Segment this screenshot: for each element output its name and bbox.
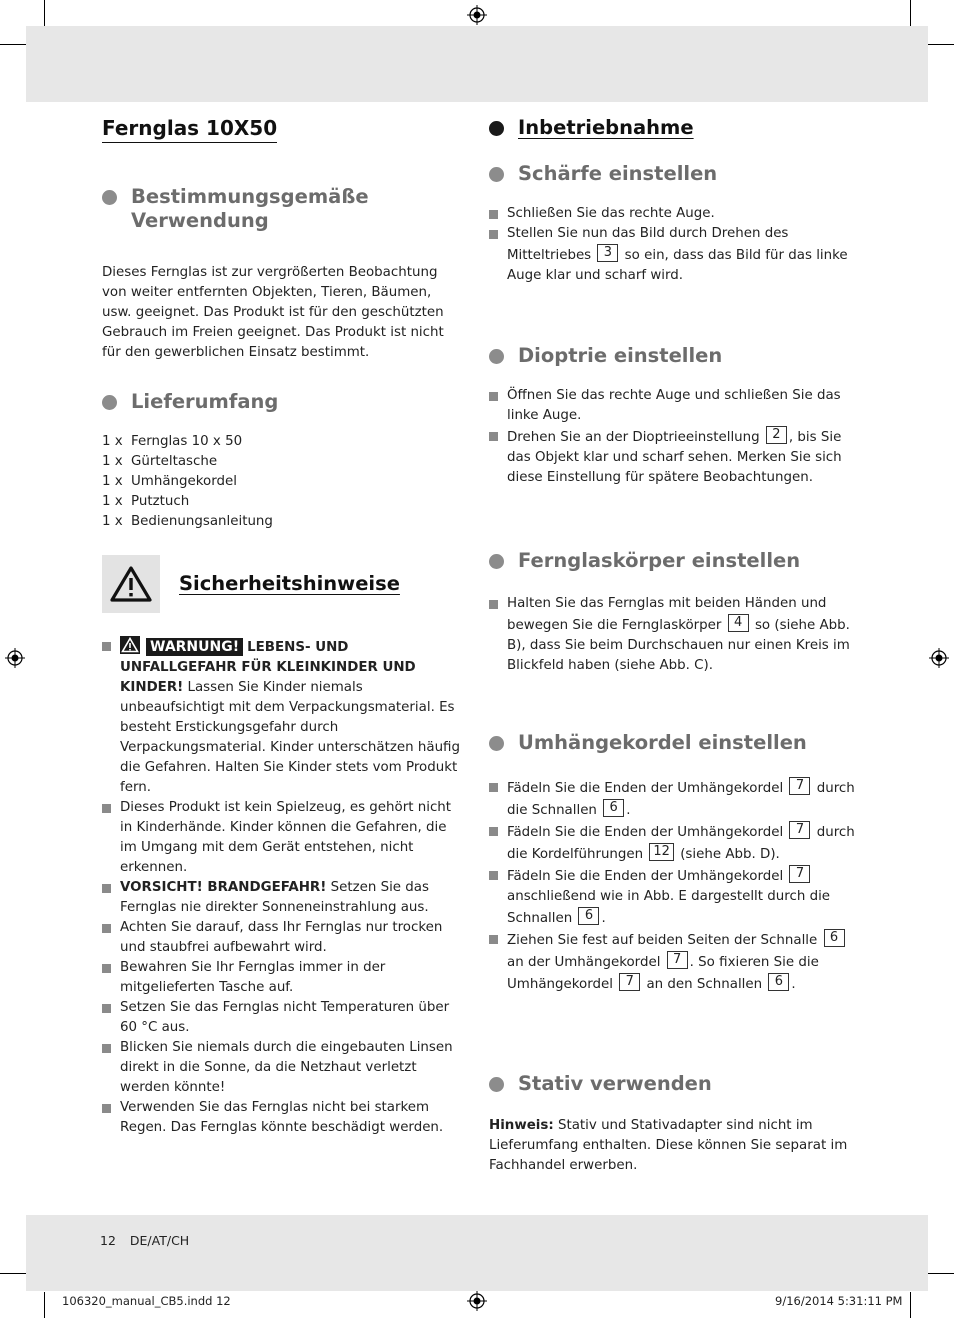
section-tripod	[489, 1072, 861, 1176]
safety-heading: Sicherheitshinweise	[179, 572, 400, 595]
scope-name: Fernglas 10 x 50	[131, 434, 243, 449]
part-number-ref: 7	[667, 951, 688, 969]
scope-quantity: 1 x	[102, 494, 123, 509]
part-number-ref: 4	[728, 614, 749, 632]
sharpness-list	[489, 204, 861, 286]
crop-mark	[0, 1273, 26, 1274]
note-text: Stativ und Stativadapter sind nicht im Lieferumfang enthalten. Diese können Sie separat im Fachhandel erwerben.	[489, 1118, 848, 1173]
safety-item: Achten Sie darauf, dass Ihr Fernglas nur trocken und staubfrei aufbewahrt wird.	[102, 918, 460, 958]
bullet-dot-icon	[489, 736, 504, 751]
section-startup	[489, 116, 861, 140]
section-diopter	[489, 344, 861, 488]
scope-name: Bedienungsanleitung	[131, 514, 273, 529]
bullet-dot-icon	[102, 395, 117, 410]
list-item: Öffnen Sie das rechte Auge und schließen Sie das linke Auge.	[489, 386, 861, 426]
list-item: Schließen Sie das rechte Auge.	[489, 204, 861, 224]
bullet-dot-icon	[489, 167, 504, 182]
crop-mark	[0, 44, 26, 45]
crop-mark	[928, 44, 954, 45]
header-band	[26, 26, 928, 102]
section-scope-of-delivery	[102, 390, 460, 532]
scope-name: Umhängekordel	[131, 474, 237, 489]
part-number-ref: 6	[578, 907, 599, 925]
list-item: Fädeln Sie die Enden der Umhängekordel 7 anschließend wie in Abb. E dargestellt durch die Schnallen 6 .	[489, 865, 861, 929]
list-item: Drehen Sie an der Dioptrieeinstellung 2 , bis Sie das Objekt klar und scharf sehen. Merken Sie sich diese Einstellung für spätere Beobachtungen.	[489, 426, 861, 488]
note-label: Hinweis:	[489, 1118, 554, 1133]
crop-mark	[928, 1273, 954, 1274]
scope-name: Gürteltasche	[131, 454, 218, 469]
body-list	[489, 594, 861, 676]
list-item: Fädeln Sie die Enden der Umhängekordel 7 durch die Schnallen 6 .	[489, 777, 861, 821]
safety-item: Verwenden Sie das Fernglas nicht bei starkem Regen. Das Fernglas könnte beschädigt werden.	[102, 1098, 460, 1138]
part-number-ref: 3	[597, 244, 618, 262]
safety-list	[102, 636, 460, 1138]
page-number: 12	[100, 1233, 116, 1248]
part-number-ref: 7	[789, 777, 810, 795]
scope-item	[102, 452, 460, 472]
part-number-ref: 7	[789, 821, 810, 839]
registration-mark-icon	[5, 648, 25, 668]
safety-item: Blicken Sie niemals durch die eingebauten Linsen direkt in die Sonne, da die Netzhaut verletzt werden könnte!	[102, 1038, 460, 1098]
section-heading: Inbetriebnahme	[518, 116, 694, 139]
warning-triangle-icon	[120, 636, 140, 654]
section-heading: Stativ verwenden	[518, 1072, 712, 1095]
section-heading: Umhängekordel einstellen	[518, 731, 807, 754]
scope-item	[102, 492, 460, 512]
warning-sign-box	[102, 555, 160, 613]
diopter-list	[489, 386, 861, 488]
crop-mark	[44, 0, 45, 26]
scope-item	[102, 472, 460, 492]
crop-mark	[44, 1292, 45, 1318]
strap-list	[489, 777, 861, 995]
section-heading: Dioptrie einstellen	[518, 344, 723, 367]
page-footer	[100, 1233, 189, 1248]
bullet-dot-icon	[489, 554, 504, 569]
scope-quantity: 1 x	[102, 434, 123, 449]
part-number-ref: 6	[768, 973, 789, 991]
bullet-dot-icon	[102, 190, 117, 205]
locale-label: DE/AT/CH	[129, 1233, 190, 1248]
section-strap	[489, 731, 861, 995]
warning-triangle-icon	[109, 565, 153, 603]
part-number-ref: 7	[789, 865, 810, 883]
registration-mark-icon	[929, 648, 949, 668]
part-number-ref: 6	[824, 929, 845, 947]
safety-item-emphasis: VORSICHT! BRANDGEFAHR!	[120, 880, 327, 895]
scope-quantity: 1 x	[102, 474, 123, 489]
registration-mark-icon	[467, 1291, 487, 1311]
section-sharpness	[489, 162, 861, 286]
part-number-ref: 12	[649, 843, 674, 861]
section-heading: Fernglaskörper einstellen	[518, 549, 801, 572]
scope-quantity: 1 x	[102, 514, 123, 529]
list-item: Stellen Sie nun das Bild durch Drehen des Mitteltriebes 3 so ein, dass das Bild für das linke Auge klar und scharf wird.	[489, 224, 861, 286]
bullet-dot-icon	[489, 349, 504, 364]
registration-mark-icon	[467, 5, 487, 25]
warning-label: WARNUNG!	[146, 638, 243, 656]
list-item: Ziehen Sie fest auf beiden Seiten der Schnalle 6 an der Umhängekordel 7 . So fixieren Sie die Umhängekordel 7 an den Schnallen 6 .	[489, 929, 861, 995]
crop-mark	[910, 0, 911, 26]
section-intended-use	[102, 185, 460, 363]
safety-item-warning	[102, 636, 460, 798]
footer-band	[26, 1215, 928, 1291]
document-title: Fernglas 10X50	[102, 116, 277, 143]
section-binocular-body	[489, 549, 861, 676]
list-item: Halten Sie das Fernglas mit beiden Händen und bewegen Sie die Fernglaskörper 4 so (siehe Abb. B), dass Sie beim Durchschauen nur einen Kreis im Blickfeld haben (siehe Abb. C).	[489, 594, 861, 676]
part-number-ref: 7	[619, 973, 640, 991]
safety-item: Dieses Produkt ist kein Spielzeug, es gehört nicht in Kinderhände. Kinder können die Gefahren, die im Umgang mit dem Gerät entstehen, nicht erkennen.	[102, 798, 460, 878]
crop-mark	[910, 1292, 911, 1318]
tripod-note	[489, 1116, 861, 1176]
intended-use-text: Dieses Fernglas ist zur vergrößerten Beobachtung von weiter entfernten Objekten, Tieren, Bäumen, usw. geeignet. Das Produkt ist für den geschützten Gebrauch im Freien geeignet. Das Produkt ist nicht für den gewerblichen Einsatz bestimmt.	[102, 265, 444, 360]
section-heading: Bestimmungsgemäße Verwendung	[131, 185, 369, 232]
section-heading: Schärfe einstellen	[518, 162, 718, 185]
scope-item	[102, 432, 460, 452]
safety-item: VORSICHT! BRANDGEFAHR! Setzen Sie das Fernglas nie direkter Sonneneinstrahlung aus.	[102, 878, 460, 918]
slug-file: 106320_manual_CB5.indd 12	[62, 1294, 231, 1308]
part-number-ref: 6	[603, 799, 624, 817]
scope-item	[102, 512, 460, 532]
list-item: Fädeln Sie die Enden der Umhängekordel 7 durch die Kordelführungen 12 (siehe Abb. D).	[489, 821, 861, 865]
warning-text: Lassen Sie Kinder niemals unbeaufsichtigt mit dem Verpackungsmaterial. Es besteht Erstickungsgefahr durch Verpackungsmaterial. Kinder unterschätzen häufig die Gefahren. Halten Sie Kinder stets vom Produkt fern.	[120, 680, 460, 795]
bullet-dot-icon	[489, 1077, 504, 1092]
warning-caps: LEBENS- UND UNFALLGEFAHR FÜR KLEINKINDER UND KINDER!	[120, 640, 416, 695]
scope-quantity: 1 x	[102, 454, 123, 469]
safety-item: Setzen Sie das Fernglas nicht Temperaturen über 60 °C aus.	[102, 998, 460, 1038]
scope-name: Putztuch	[131, 494, 190, 509]
part-number-ref: 2	[766, 426, 787, 444]
scope-list	[102, 432, 460, 532]
slug-date: 9/16/2014 5:31:11 PM	[775, 1294, 903, 1308]
bullet-dot-icon	[489, 121, 504, 136]
safety-item: Bewahren Sie Ihr Fernglas immer in der mitgelieferten Tasche auf.	[102, 958, 460, 998]
section-heading: Lieferumfang	[131, 390, 279, 413]
